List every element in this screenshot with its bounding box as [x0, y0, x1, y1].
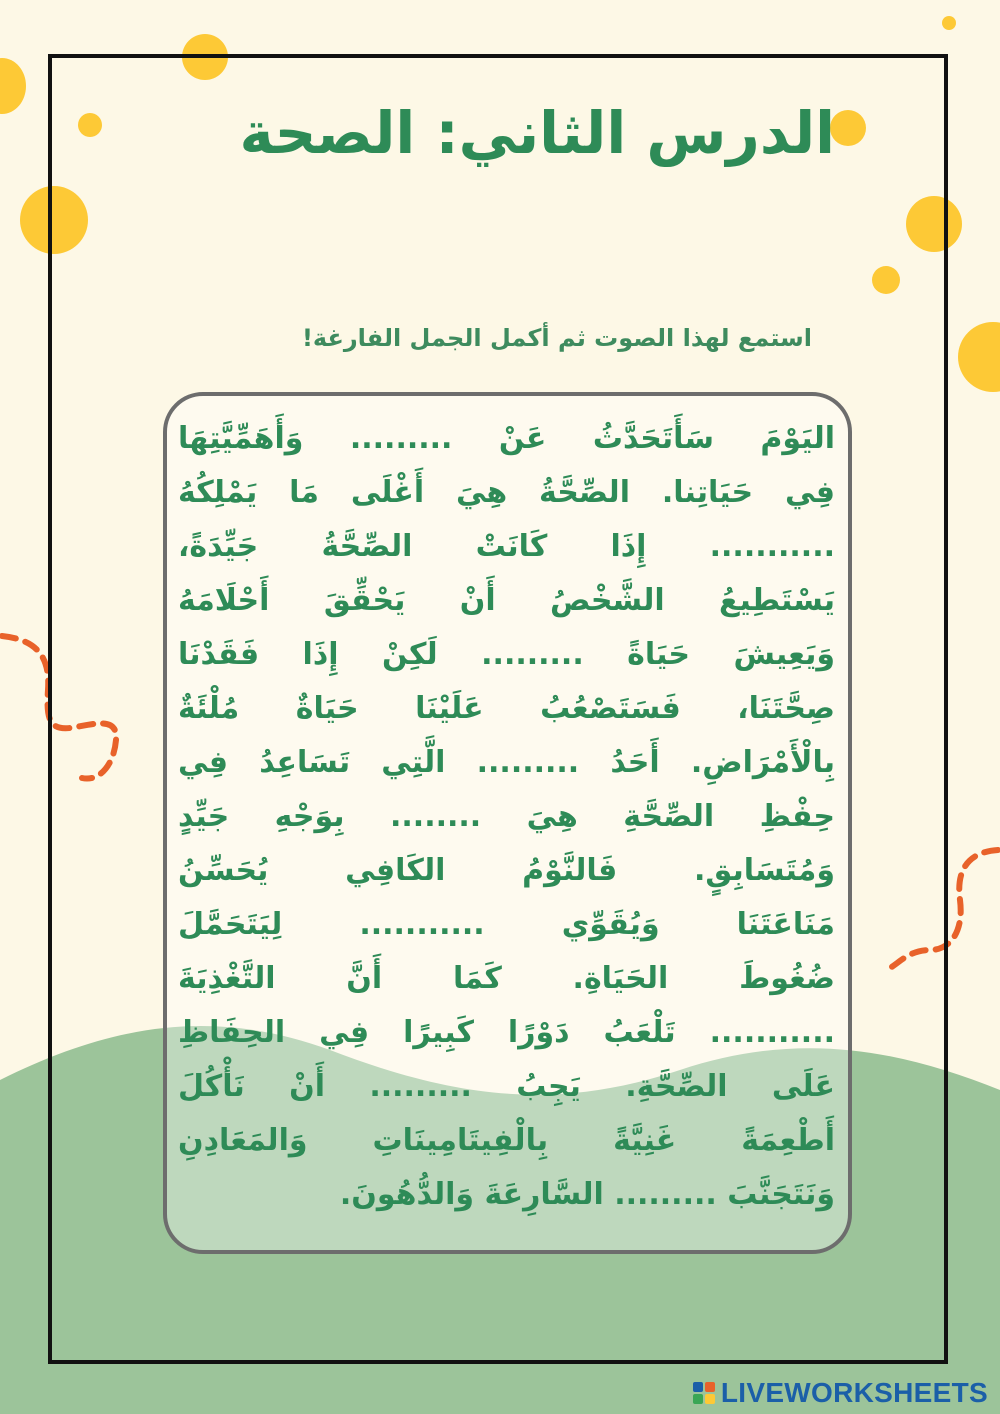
passage-line: ........... إِذَا كَانَتْ الصِّحَّةُ جَيِّدَةً، — [178, 529, 835, 564]
passage-line: بِالْأَمْرَاضِ. أَحَدُ ......... الَّتِي تَسَاعِدُ فِي — [178, 745, 835, 780]
page-title: الدرس الثاني: الصحة — [239, 99, 835, 167]
passage-line: فِي حَيَاتِنا. الصِّحَّةُ هِيَ أَغْلَى مَا يَمْلِكُهُ — [178, 475, 835, 510]
passage-line: وَنَتَجَنَّبَ ......... السَّارِعَةَ وَالدُّهُونَ. — [339, 1177, 835, 1212]
passage-line: مَنَاعَتَنَا وَيُقَوِّي ........... لِيَتَحَمَّلَ — [178, 907, 835, 942]
instruction-text: استمع لهذا الصوت ثم أكمل الجمل الفارغة! — [301, 324, 812, 352]
passage-line: وَمُتَسَابِقٍ. فَالنَّوْمُ الكَافِي يُحَسِّنُ — [178, 853, 835, 888]
passage-text — [178, 412, 835, 1222]
brand-text: LIVEWORKSHEETS — [720, 1377, 988, 1408]
passage-line: حِفْظِ الصِّحَّةِ هِيَ ........ بِوَجْهِ جَيِّدٍ — [178, 799, 835, 834]
passage-line: وَيَعِيشَ حَيَاةً ......... لَكِنْ إِذَا فَقَدْنَا — [178, 637, 835, 672]
passage-line: عَلَى الصِّحَّةِ. يَجِبُ ......... أَنْ نَأْكُلَ — [178, 1069, 835, 1104]
yellow-dot — [942, 16, 956, 30]
passage-line: أَطْعِمَةً غَنِيَّةً بِالْفِيتَامِينَاتِ وَالمَعَادِنِ — [178, 1123, 835, 1158]
liveworksheets-brand[interactable] — [693, 1378, 988, 1408]
passage-line: صِحَّتَنَا، فَسَتَصْعُبُ عَلَيْنَا حَيَاةٌ مُلْئَةٌ — [178, 691, 835, 726]
passage-line: ضُغُوطَ الحَيَاةِ. كَمَا أَنَّ التَّغْذِيَةَ — [178, 961, 835, 996]
passage-line: يَسْتَطِيعُ الشَّخْصُ أَنْ يَحْقِّقَ أَحْلَامَهُ — [178, 583, 835, 618]
liveworksheets-logo-icon — [693, 1382, 715, 1404]
passage-line: ........... تَلْعَبُ دَوْرًا كَبِيرًا فِي الحِفَاظِ — [178, 1015, 835, 1050]
passage-line: اليَوْمَ سَأَتَحَدَّثُ عَنْ ......... وَأَهَمِّيَّتِهَا — [178, 421, 835, 456]
